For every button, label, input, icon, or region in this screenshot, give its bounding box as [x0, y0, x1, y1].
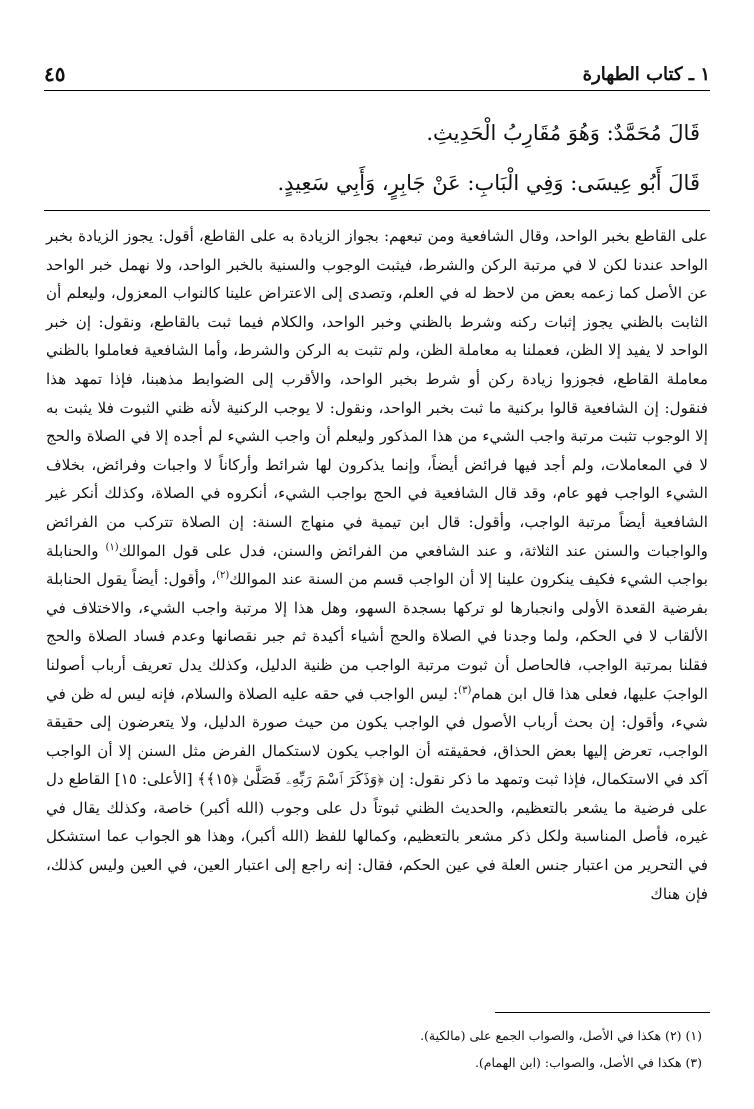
footnote-marker: (٣) — [458, 684, 472, 696]
footnote: (٣) هكذا في الأصل، والصواب: (ابن الهمام). — [474, 1055, 702, 1070]
commentary-segment: ، وأقول: أيضاً يقول الحنابلة بفرضية القعدة الأولى وانجبارها لو تركها بسجدة السهو، وهل هذا إلا مرتبة واجب الشيء، والاختلاف في الألقاب لا في الحكم، ولما وجدنا في الصلاة والحج أشياء أكيدة ثم جبر نقصانها وعدم فساد الصلاة والحج فقلنا بمرتبة الواجب، فالحاصل أن ثبوت مرتبة الواجب من ظنية الدليل، وكذلك يدل تعريف أرباب أصولنا الواجبَ عليها، فعلى هذا قال ابن همام — [46, 570, 709, 703]
footnote-rule — [495, 1012, 710, 1013]
commentary-segment: : ليس الواجب في حقه عليه الصلاة والسلام، فإنه ليس له ظن في شيء، وأقول: إن بحث أرباب الأصول في الواجب يكون من حيث صورة الدليل، ولا يتعرضون إلى حقيقة الواجب، تعرض إليها بعض الحذاق، فحقيقته أن الواجب يكون لاستكمال الفرض مثل السنن إلا أن الواجب آكد في الاستكمال، فإذا ثبت وتمهد ما ذكر نقول: إن ﴿وَذَكَرَ ٱسْمَ رَبِّهِۦ فَصَلَّىٰ ﴿١٥﴾﴾ [الأعلى: ١٥] القاطع دل على فرضية ما يشعر بالتعظيم، والحديث الظني ثبوتاً دل على وجوب (الله أكبر) خاصة، وكذلك يقال في غيره، فأصل المناسبة ولكل ذكر مشعر بالتعظيم، وكمالها للفظ (الله أكبر)، وهذا هو الجواب عما استشكل في التحرير من اعتبار جنس العلة في عين الحكم، فقال: إنه راجع إلى اعتبار العين، في العين وليس كذلك، فإن هناك — [46, 684, 708, 903]
hadith-line: قَالَ أَبُو عِيسَى: وَفِي الْبَابِ: عَنْ جَابِرٍ، وَأَبِي سَعِيدٍ. — [277, 171, 700, 195]
hadith-line: قَالَ مُحَمَّدٌ: وَهُوَ مُقَارِبُ الْحَدِيثِ. — [426, 121, 700, 145]
footnote-marker: (١) — [105, 541, 119, 553]
page-header — [44, 58, 710, 91]
book-title: ١ ـ كتاب الطهارة — [582, 63, 710, 85]
footnote: (١) (٢) هكذا في الأصل، والصواب الجمع على (مالكية). — [420, 1028, 702, 1043]
commentary-text — [46, 222, 708, 908]
footnotes — [60, 1022, 702, 1076]
hadith-text — [60, 108, 700, 208]
footnote-marker: (٢) — [216, 570, 230, 582]
commentary-segment: على القاطع بخبر الواحد، وقال الشافعية ومن تبعهم: بجواز الزيادة به على القاطع، أقول: يجوز الزيادة بخبر الواحد عندنا لكن لا في مرتبة الركن والشرط، فيثبت الوجوب والسنية بالخبر الواحد، ولا نهمل خبر الواحد عن الأصل كما زعمه بعض من لاحظ له في العلم، وتصدى إلى الاعتراض علينا كالنواب المعزول، وليعلم أن الثابت بالظني يجوز إثبات ركنه وشرط بالظني وخبر الواحد، والكلام فيما ثبت بالقاطع، ونقول: إن خبر الواحد لا يفيد إلا الظن، فعملنا به معاملة الظن، ولم تثبت به الركن والشرط، وأما الشافعية فعاملوا بالظني معاملة القاطع، فجوزوا زيادة ركن أو شرط بخبر الواحد، والأقرب إلى الضوابط مذهبنا، فإذا تمهد هذا فنقول: إن الشافعية قالوا بركنية ما ثبت بخبر الواحد، ونقول: لا يوجب الركنية لأنه ظني الثبوت فلا يثبت به إلا الوجوب تثبت مرتبة واجب الشيء من هذا المذكور وليعلم أن واجب الشيء لم أجده إلا في الصلاة والحج لا في المعاملات، ولم أجد فيها فرائض أيضاً، وإنما يذكرون لها شرائط وأركاناً لا واجبات وفرائض، بخلاف الشيء الواجب فهو عام، وقد قال الشافعية في الحج بواجب الشيء، أنكروه في الصلاة، وكذلك أنكر غير الشافعية أيضاً مرتبة الواجب، وأقول: قال ابن تيمية في منهاج السنة: إن الصلاة تتركب من الفرائض والواجبات والسنن عند الثلاثة، و عند الشافعي من الفرائض والسنن، فدل على قول الموالك — [46, 227, 709, 560]
separator-rule — [44, 210, 710, 211]
commentary-paragraph — [46, 222, 708, 908]
commentary-segment: والحنابلة بواجب الشيء فكيف ينكرون علينا إلا أن الواجب قسم من السنة عند الموالك — [46, 541, 709, 589]
page-number: ٤٥ — [44, 62, 66, 86]
